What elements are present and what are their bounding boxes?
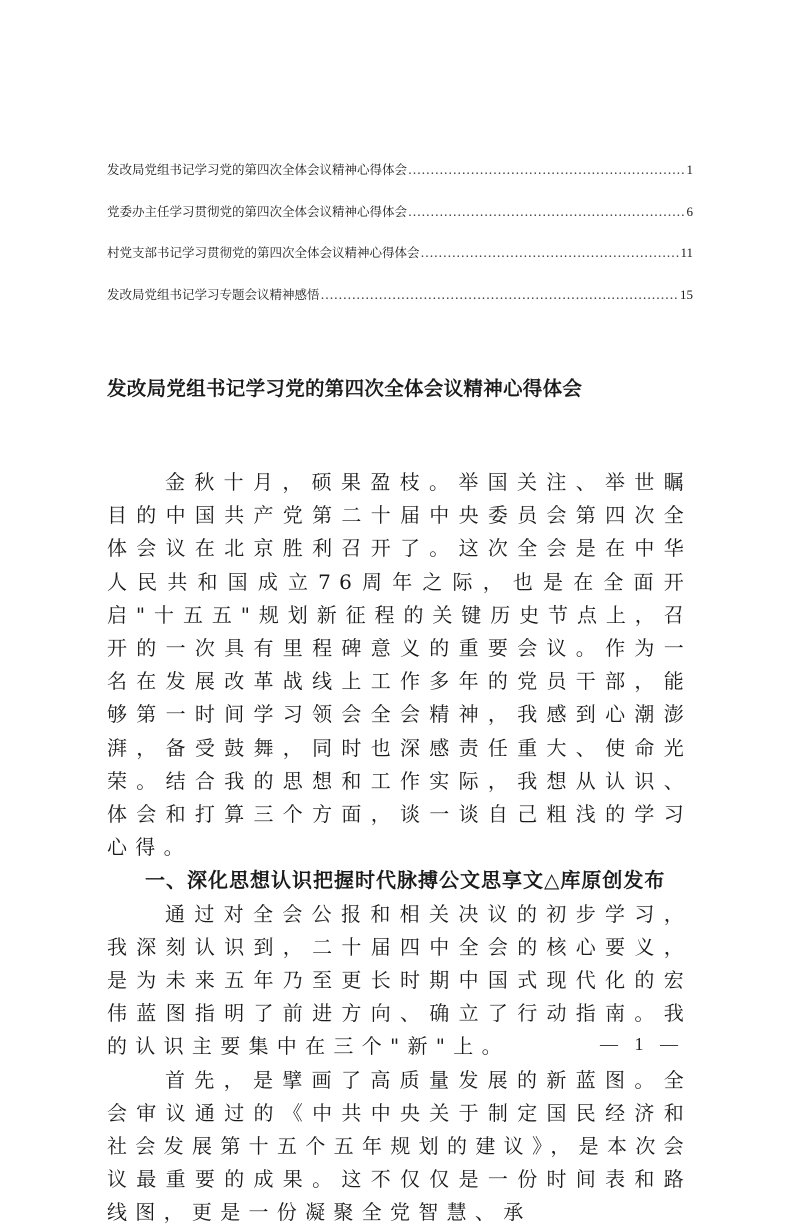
body-paragraph: 首先，是擘画了高质量发展的新蓝图。全会审议通过的《中共中央关于制定国民经济和社会发展第十五个五年规划的建议》，是本次会议最重要的成果。这不仅仅是一份时间表和路线图，更是一份凝聚全党智慧、承 (107, 1067, 692, 1225)
toc-entry-title[interactable]: 发改局党组书记学习党的第四次全体会议精神心得体会 (107, 162, 408, 177)
toc-entry[interactable] (107, 160, 693, 202)
toc-entry-title[interactable]: 发改局党组书记学习专题会议精神感悟 (107, 286, 320, 302)
page-number: — 1 — (600, 1034, 684, 1054)
section-heading: 一、深化思想认识把握时代脉搏公文思享文△库原创发布 (145, 868, 666, 893)
toc-dot-leader (421, 243, 680, 263)
body-paragraph: 通过对全会公报和相关决议的初步学习，我深刻认识到，二十届四中全会的核心要义，是为未来五年乃至更长时期中国式现代化的宏伟蓝图指明了前进方向、确立了行动指南。我的认识主要集中在三个"新"上。 (107, 901, 692, 1059)
table-of-contents (107, 160, 693, 326)
toc-entry-page: 11 (680, 245, 693, 260)
toc-entry-page: 15 (680, 286, 693, 302)
document-body (107, 466, 692, 1230)
intro-paragraph: 金秋十月，硕果盈枝。举国关注、举世瞩目的中国共产党第二十届中央委员会第四次全体会议在北京胜利召开了。这次全会是在中华人民共和国成立76周年之际，也是在全面开启"十五五"规划新征程的关键历史节点上，召开的一次具有里程碑意义的重要会议。作为一名在发展改革战线上工作多年的党员干部，能够第一时间学习领会全会精神，我感到心潮澎湃，备受鼓舞，同时也深感责任重大、使命光荣。结合我的思想和工作实际，我想从认识、体会和打算三个方面，谈一谈自己粗浅的学习心得。 (107, 470, 692, 860)
toc-dot-leader (408, 160, 685, 180)
toc-dot-leader (408, 202, 685, 222)
toc-entry-page: 1 (686, 162, 693, 177)
toc-entry[interactable] (107, 243, 693, 285)
toc-entry-title[interactable]: 村党支部书记学习贯彻党的第四次全体会议精神心得体会 (107, 245, 420, 260)
toc-dot-leader (321, 285, 679, 305)
toc-entry[interactable] (107, 202, 693, 244)
toc-entry-title[interactable]: 党委办主任学习贯彻党的第四次全体会议精神心得体会 (107, 203, 408, 219)
toc-entry[interactable] (107, 285, 693, 327)
toc-entry-page: 6 (686, 203, 693, 219)
document-title: 发改局党组书记学习党的第四次全体会议精神心得体会 (107, 377, 583, 400)
